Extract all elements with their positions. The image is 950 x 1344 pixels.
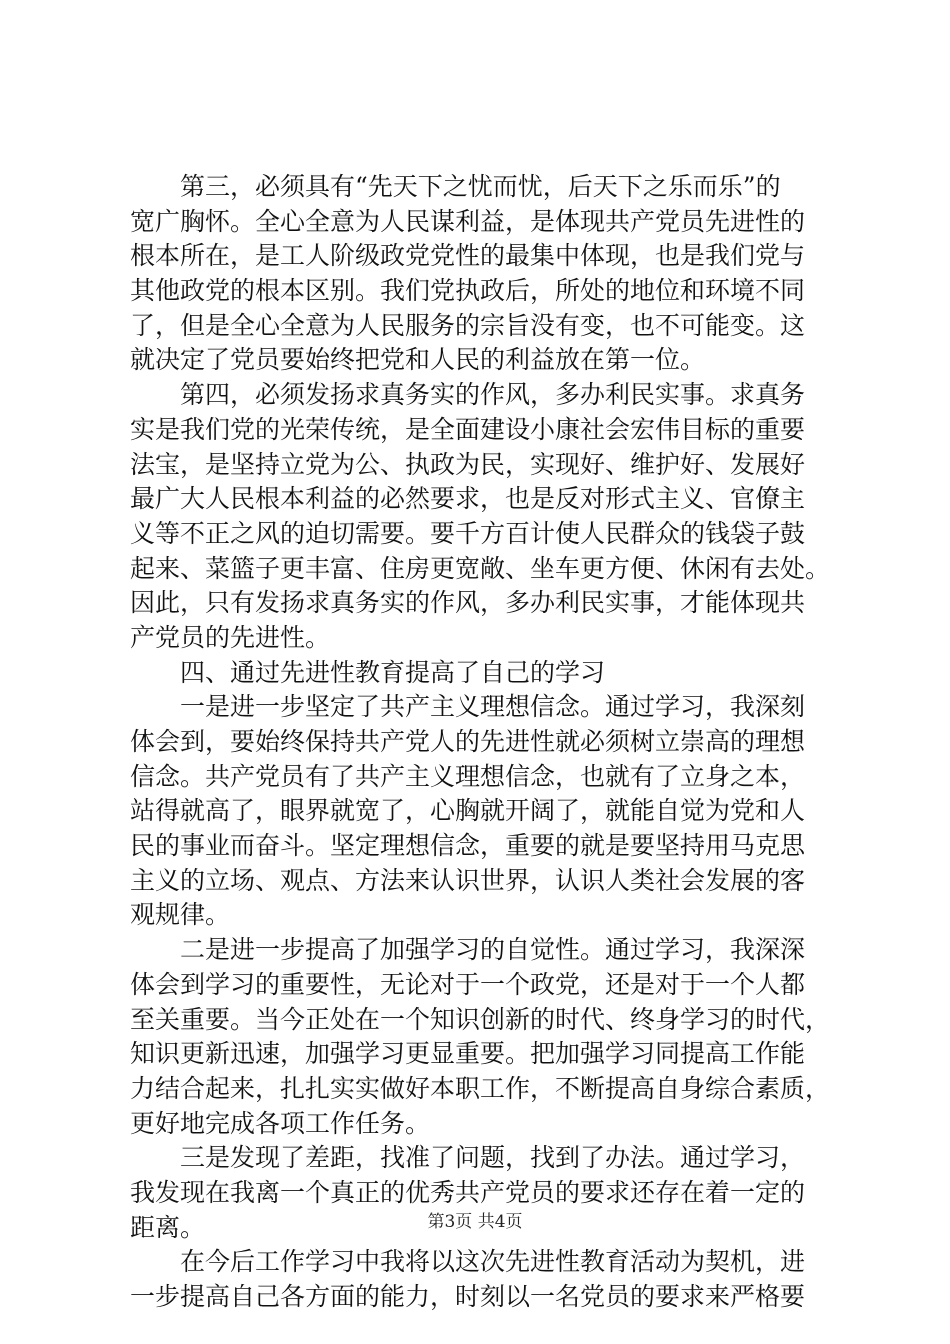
document-body	[130, 170, 830, 1315]
text-line: 主义的立场、观点、方法来认识世界，认识人类社会发展的客	[130, 865, 806, 895]
text-line: 一是进一步坚定了共产主义理想信念。通过学习，我深刻	[180, 692, 806, 722]
text-line: 根本所在，是工人阶级政党党性的最集中体现，也是我们党与	[130, 241, 806, 271]
text-line: 信念。共产党员有了共产主义理想信念，也就有了立身之本，	[130, 761, 806, 791]
text-line: 就决定了党员要始终把党和人民的利益放在第一位。	[130, 345, 706, 375]
text-line: 力结合起来，扎扎实实做好本职工作，不断提高自身综合素质，	[130, 1073, 831, 1103]
text-line: 更好地完成各项工作任务。	[130, 1108, 431, 1138]
text-line: 产党员的先进性。	[130, 622, 331, 652]
text-line: 了，但是全心全意为人民服务的宗旨没有变，也不可能变。这	[130, 310, 806, 340]
text-line: 一步提高自己各方面的能力，时刻以一名党员的要求来严格要	[130, 1282, 806, 1311]
text-line: 因此，只有发扬求真务实的作风，多办利民实事，才能体现共	[130, 588, 806, 618]
text-line: 三是发现了差距，找准了问题，找到了办法。通过学习，	[180, 1143, 806, 1173]
text-line: 宽广胸怀。全心全意为人民谋利益，是体现共产党员先进性的	[130, 206, 806, 236]
text-line: 在今后工作学习中我将以这次先进性教育活动为契机，进	[180, 1247, 806, 1277]
page-number-footer: 第3页 共4页	[427, 1212, 523, 1232]
text-line: 站得就高了，眼界就宽了，心胸就开阔了，就能自觉为党和人	[130, 796, 806, 826]
text-line: 距离。	[130, 1212, 206, 1242]
text-line: 法宝，是坚持立党为公、执政为民，实现好、维护好、发展好	[130, 449, 806, 479]
text-line: 义等不正之风的迫切需要。要千方百计使人民群众的钱袋子鼓	[130, 518, 806, 548]
text-line: 起来、菜篮子更丰富、住房更宽敞、坐车更方便、休闲有去处。	[130, 553, 831, 583]
text-line: 二是进一步提高了加强学习的自觉性。通过学习，我深深	[180, 935, 806, 965]
text-line: 实是我们党的光荣传统，是全面建设小康社会宏伟目标的重要	[130, 414, 806, 444]
text-line: 体会到，要始终保持共产党人的先进性就必须树立崇高的理想	[130, 727, 806, 756]
text-line: 体会到学习的重要性，无论对于一个政党，还是对于一个人都	[130, 969, 806, 999]
text-line: 民的事业而奋斗。坚定理想信念，重要的就是要坚持用马克思	[130, 831, 806, 861]
text-line: 最广大人民根本利益的必然要求，也是反对形式主义、官僚主	[130, 484, 806, 514]
text-line: 观规律。	[130, 900, 231, 930]
text-line: 知识更新迅速，加强学习更显重要。把加强学习同提高工作能	[130, 1039, 806, 1069]
text-line: 至关重要。当今正处在一个知识创新的时代、终身学习的时代，	[130, 1004, 831, 1034]
text-line: 第三，必须具有“先天下之忧而忧，后天下之乐而乐”的	[180, 172, 781, 201]
text-line: 其他政党的根本区别。我们党执政后，所处的地位和环境不同	[130, 276, 806, 306]
text-line: 第四，必须发扬求真务实的作风，多办利民实事。求真务	[180, 380, 806, 410]
section-heading: 四、通过先进性教育提高了自己的学习	[180, 657, 606, 687]
text-line: 我发现在我离一个真正的优秀共产党员的要求还存在着一定的	[130, 1177, 806, 1207]
